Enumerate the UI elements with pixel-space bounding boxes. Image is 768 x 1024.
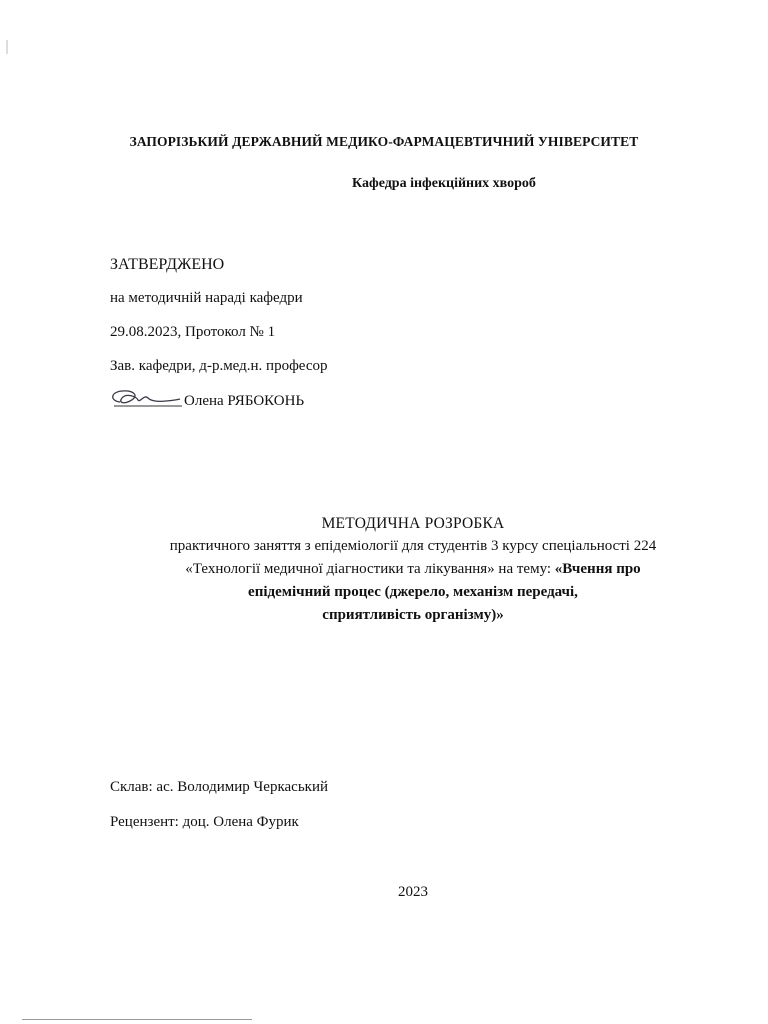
document-specialty: «Технології медичної діагностики та лікування» на тему:	[185, 561, 555, 577]
document-topic-line3: сприятливість організму)»	[322, 607, 504, 623]
document-year: 2023	[398, 884, 428, 900]
author-credit: Склав: ас. Володимир Черкаський	[110, 779, 329, 795]
document-topic-start: «Вчення про	[554, 561, 641, 577]
signature-mark	[106, 384, 182, 410]
approval-meeting: на методичній нараді кафедри	[110, 290, 303, 306]
approval-protocol: 29.08.2023, Протокол № 1	[110, 324, 276, 340]
document-title-block	[110, 512, 716, 627]
department-name: Кафедра інфекційних хвороб	[352, 176, 536, 191]
approval-title: ЗАТВЕРДЖЕНО	[110, 256, 225, 273]
document-topic-line2: епідемічний процес (джерело, механізм передачі,	[248, 584, 578, 600]
scan-artifact	[6, 40, 8, 54]
signature-name: Олена РЯБОКОНЬ	[184, 393, 305, 409]
document-subtitle-line1: практичного заняття з епідеміології для студентів 3 курсу спеціальності 224	[169, 538, 657, 554]
reviewer-credit: Рецензент: доц. Олена Фурик	[110, 814, 299, 830]
signature-row	[106, 384, 304, 410]
scan-edge-line	[22, 1019, 252, 1020]
university-name: ЗАПОРІЗЬКИЙ ДЕРЖАВНИЙ МЕДИКО-ФАРМАЦЕВТИЧНИЙ УНІВЕРСИТЕТ	[129, 134, 639, 149]
approval-head-title: Зав. кафедри, д-р.мед.н. професор	[110, 358, 328, 374]
document-subtitle-line2	[110, 558, 716, 581]
document-title: МЕТОДИЧНА РОЗРОБКА	[321, 515, 505, 532]
